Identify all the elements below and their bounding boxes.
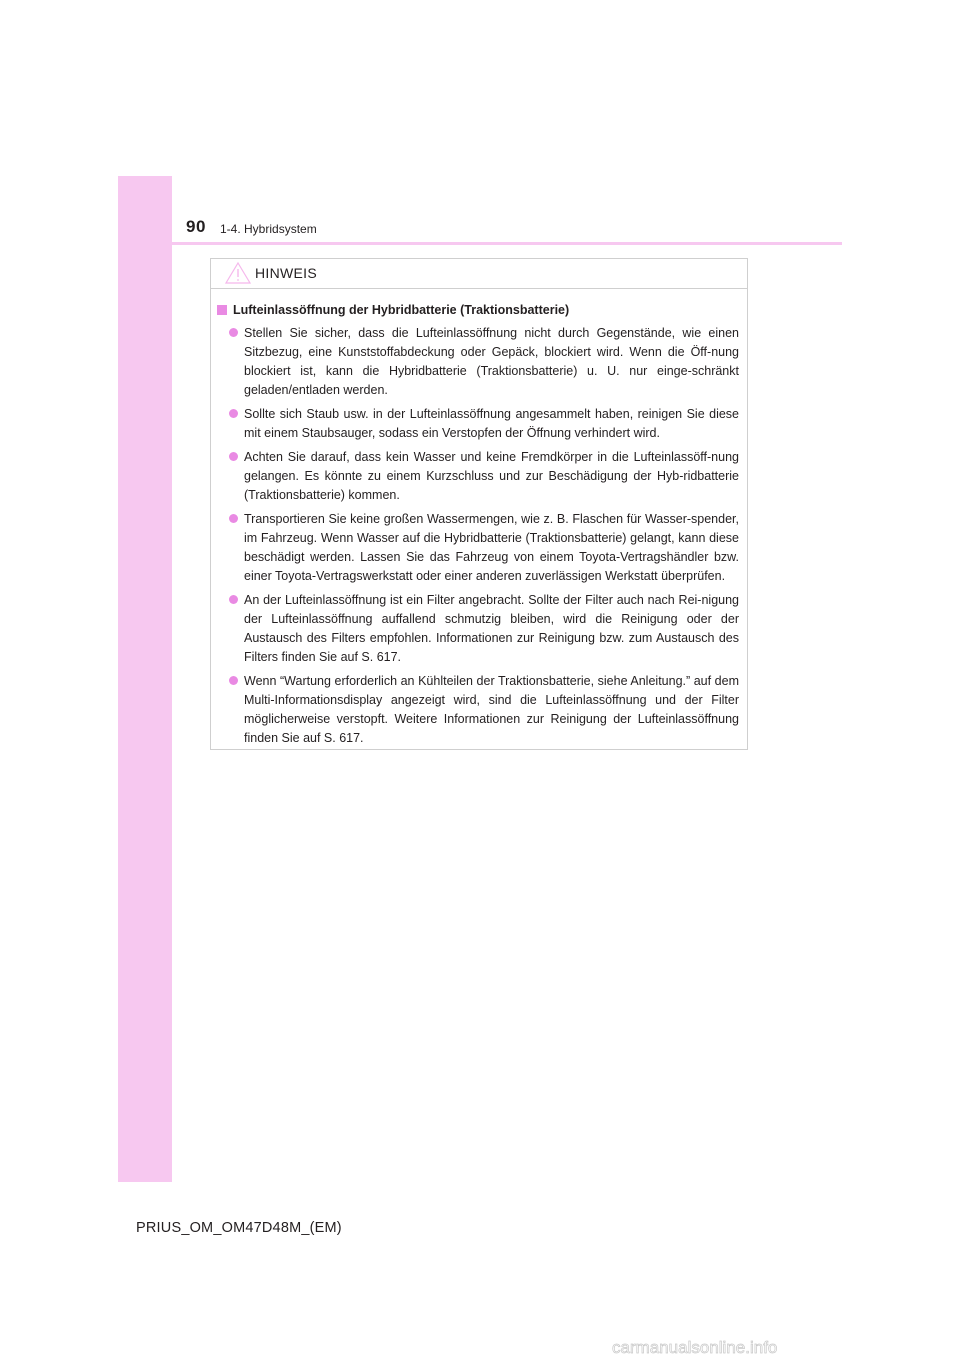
square-bullet-icon: [217, 305, 227, 315]
list-item-text: Sollte sich Staub usw. in der Lufteinlassöffnung angesammelt haben, reinigen Sie diese mit einem Staubsauger, sodass ein Verstopfen der Öffnung verhindert wird.: [244, 407, 739, 440]
list-item: [229, 510, 739, 586]
list-item-text: An der Lufteinlassöffnung ist ein Filter angebracht. Sollte der Filter auch nach Rei-nigung der Lufteinlassöffnung auffallend schmutzig bleiben, wird die Reinigung oder der Austausch des Filters empfohlen. Informationen zur Reinigung bzw. zum Austausch des Filters finden Sie auf S. 617.: [244, 593, 739, 664]
round-bullet-icon: [229, 676, 238, 685]
notice-topic: [217, 303, 739, 317]
round-bullet-icon: [229, 452, 238, 461]
watermark-text: carmanualsonline.info: [612, 1338, 778, 1357]
side-color-bar: [118, 176, 172, 1182]
list-item-text: Wenn “Wartung erforderlich an Kühlteilen der Traktionsbatterie, siehe Anleitung.” auf dem Multi-Informationsdisplay angezeigt wird, sind die Lufteinlassöffnung und der Filter möglicherweise verstopft. Weitere Informationen zur Reinigung der Lufteinlassöffnung finden Sie auf S. 617.: [244, 674, 739, 745]
section-title: 1-4. Hybridsystem: [220, 222, 317, 236]
list-item-text: Achten Sie darauf, dass kein Wasser und keine Fremdkörper in die Lufteinlassöff-nung gelangen. Es könnte zu einem Kurzschluss und zur Beschädigung der Hyb-ridbatterie (Traktionsbatterie) kommen.: [244, 450, 739, 502]
notice-body: [211, 289, 747, 748]
list-item-text: Transportieren Sie keine großen Wassermengen, wie z. B. Flaschen für Wasser-spender, im Fahrzeug. Wenn Wasser auf die Hybridbatterie (Traktionsbatterie) gelangt, kann diese beschädigt werden. Lassen Sie das Fahrzeug von einem Toyota-Vertragshändler bzw. einer Toyota-Vertragswerkstatt oder einer anderen zuverlässigen Werkstatt überprüfen.: [244, 512, 739, 583]
round-bullet-icon: [229, 409, 238, 418]
warning-triangle-icon: [225, 262, 251, 284]
list-item: [229, 448, 739, 505]
round-bullet-icon: [229, 595, 238, 604]
list-item: [229, 405, 739, 443]
round-bullet-icon: [229, 328, 238, 337]
round-bullet-icon: [229, 514, 238, 523]
list-item: [229, 591, 739, 667]
notice-label: HINWEIS: [255, 265, 317, 281]
header-rule: [118, 242, 842, 245]
document-code: PRIUS_OM_OM47D48M_(EM): [136, 1220, 342, 1236]
watermark-logo: [612, 1336, 952, 1358]
list-item: [229, 672, 739, 748]
page-number: 90: [186, 217, 206, 236]
notice-topic-text: Lufteinlassöffnung der Hybridbatterie (Traktionsbatterie): [233, 303, 570, 317]
notice-header: [211, 259, 747, 289]
list-item: [229, 324, 739, 400]
list-item-text: Stellen Sie sicher, dass die Lufteinlassöffnung nicht durch Gegenstände, wie einen Sitzbezug, eine Kunststoffabdeckung oder Gepäck, blockiert wird. Wenn die Öff-nung blockiert ist, kann die Hybridbatterie (Traktionsbatterie) u. U. nur einge-schränkt geladen/entladen werden.: [244, 326, 739, 397]
notice-box: [210, 258, 748, 750]
